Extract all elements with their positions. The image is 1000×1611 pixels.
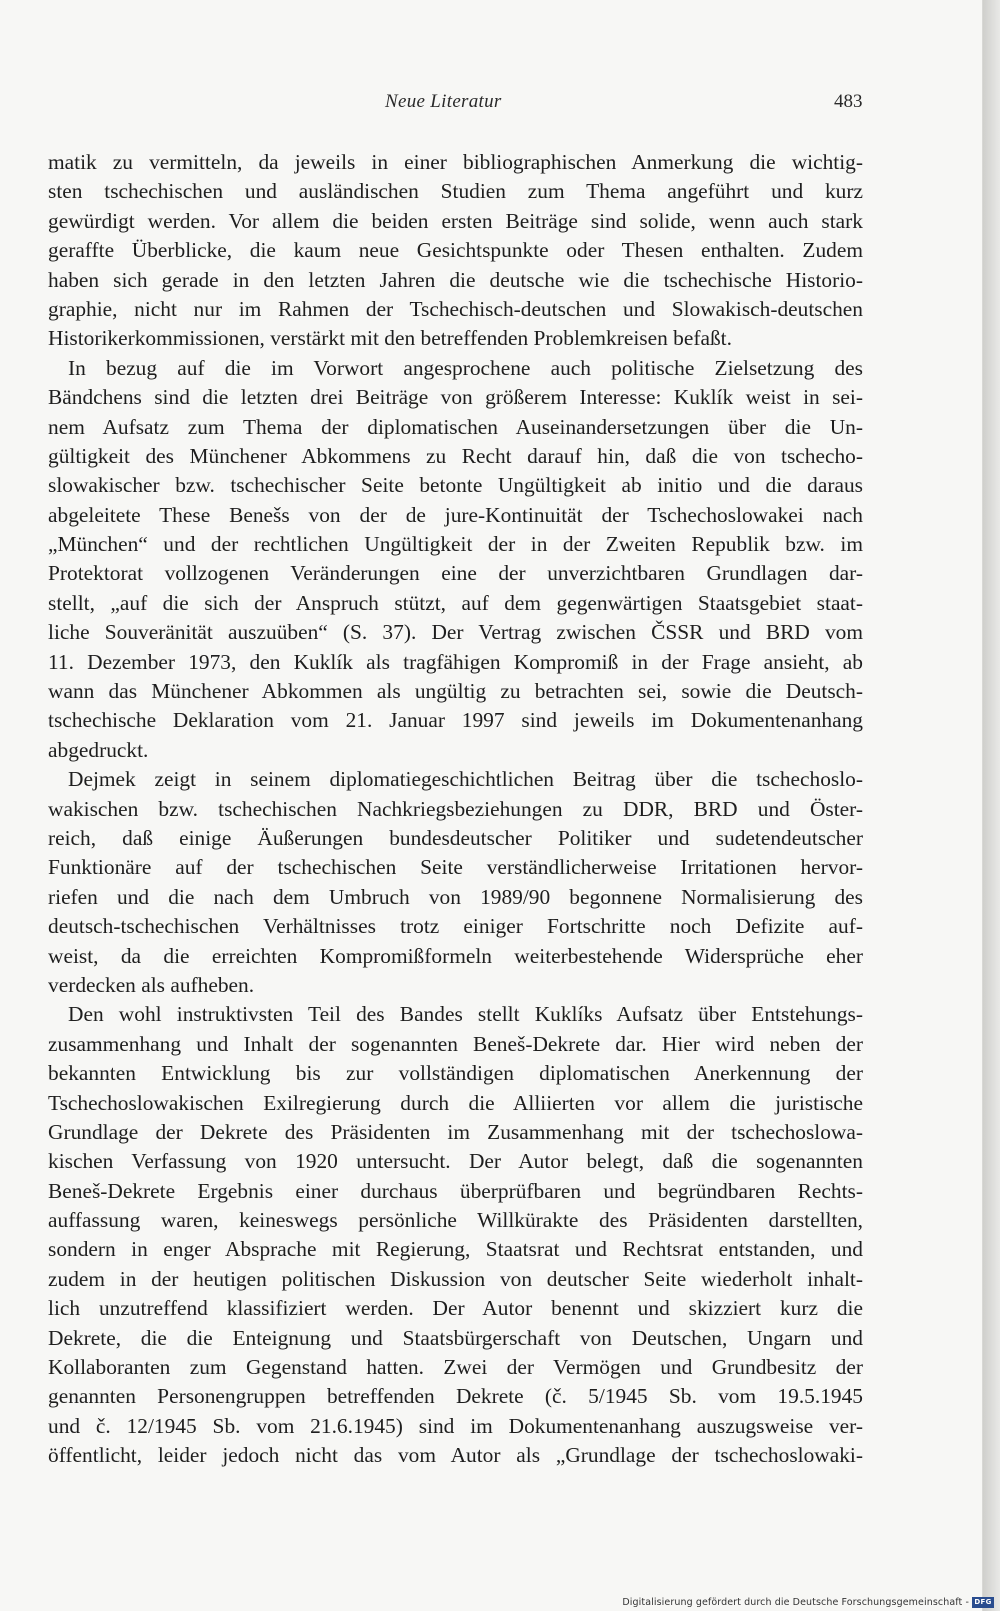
text-line: Historikerkommissionen, verstärkt mit den betreffenden Problemkreisen befaßt. [48,326,732,351]
body-text [48,148,863,1471]
text-line: genannten Personengruppen betreffenden Dekrete (č. 5/1945 Sb. vom 19.5.1945 [48,1384,863,1409]
digitization-note: Digitalisierung gefördert durch die Deutsche Forschungsgemeinschaft - [622,1596,969,1608]
text-line: matik zu vermitteln, da jeweils in einer bibliographischen Anmerkung die wichtig- [48,150,863,174]
text-line: bekannten Entwicklung bis zur vollständigen diplomatischen Anerkennung der [48,1061,863,1086]
text-line: slowakischer bzw. tschechischer Seite betonte Ungültigkeit ab initio und die daraus [48,473,863,498]
text-line: gewürdigt werden. Vor allem die beiden ersten Beiträge sind solide, wenn auch stark [48,208,863,233]
text-line: Beneš-Dekrete Ergebnis einer durchaus überprüfbaren und begründbaren Rechts- [48,1178,863,1203]
text-line: Grundlage der Dekrete des Präsidenten im Zusammenhang mit der tschechoslowa- [48,1119,863,1144]
text-line: gültigkeit des Münchener Abkommens zu Recht darauf hin, daß die von tschecho- [48,443,863,468]
scan-edge [983,0,1000,1611]
text-line: zusammenhang und Inhalt der sogenannten Beneš-Dekrete dar. Hier wird neben der [48,1031,863,1056]
text-line: zudem in der heutigen politischen Diskussion von deutscher Seite wiederholt inhalt- [48,1266,863,1291]
dfg-logo-icon: DFG [972,1597,994,1608]
text-line: und č. 12/1945 Sb. vom 21.6.1945) sind im Dokumentenanhang auszugsweise ver- [48,1413,863,1438]
text-line: deutsch-tschechischen Verhältnisses trotz einiger Fortschritte noch Defizite auf- [48,914,863,939]
text-line: Bändchens sind die letzten drei Beiträge von größerem Interesse: Kuklík weist in sei- [48,385,863,410]
text-line: geraffte Überblicke, die kaum neue Gesichtspunkte oder Thesen enthalten. Zudem [48,238,863,263]
footer [622,1595,994,1609]
text-line: Dejmek zeigt in seinem diplomatiegeschichtlichen Beitrag über die tschechoslo- [68,767,863,792]
text-line: reich, daß einige Äußerungen bundesdeutscher Politiker und sudetendeutscher [48,825,863,850]
text-line: Dekrete, die die Enteignung und Staatsbürgerschaft von Deutschen, Ungarn und [48,1325,863,1350]
text-line: Protektorat vollzogenen Veränderungen eine der unverzichtbaren Grundlagen dar- [48,561,863,586]
text-line: öffentlicht, leider jedoch nicht das vom Autor als „Grundlage der tschechoslowaki- [48,1443,863,1468]
text-line: wakischen bzw. tschechischen Nachkriegsbeziehungen zu DDR, BRD und Öster- [48,796,863,821]
text-line: auffassung waren, keineswegs persönliche Willkürakte des Präsidenten darstellten, [48,1208,863,1233]
text-line: liche Souveränität auszuüben“ (S. 37). Der Vertrag zwischen ČSSR und BRD vom [48,620,863,645]
text-line: abgeleitete These Benešs von der de jure-Kontinuität der Tschechoslowakei nach [48,502,863,527]
text-line: sten tschechischen und ausländischen Studien zum Thema angeführt und kurz [48,179,863,204]
text-line: Kollaboranten zum Gegenstand hatten. Zwei der Vermögen und Grundbesitz der [48,1355,863,1380]
text-line: abgedruckt. [48,737,149,762]
text-line: „München“ und der rechtlichen Ungültigkeit der in der Zweiten Republik bzw. im [48,532,863,557]
text-line: riefen und die nach dem Umbruch von 1989/90 begonnene Normalisierung des [48,884,863,909]
text-line: graphie, nicht nur im Rahmen der Tschechisch-deutschen und Slowakisch-deutschen [48,296,863,321]
text-line: tschechische Deklaration vom 21. Januar 1997 sind jeweils im Dokumentenanhang [48,708,863,733]
text-line: In bezug auf die im Vorwort angesprochene auch politische Zielsetzung des [68,355,863,380]
text-line: verdecken als aufheben. [48,972,255,997]
text-line: 11. Dezember 1973, den Kuklík als tragfähigen Kompromiß in der Frage ansieht, ab [48,649,863,674]
text-line: Den wohl instruktivsten Teil des Bandes stellt Kuklíks Aufsatz über Entstehungs- [68,1002,863,1027]
page-number: 483 [834,91,863,112]
text-line: sondern in enger Absprache mit Regierung, Staatsrat und Rechtsrat entstanden, und [48,1237,863,1262]
text-line: nem Aufsatz zum Thema der diplomatischen Auseinandersetzungen über die Un- [48,414,863,439]
running-title: Neue Literatur [385,91,502,112]
text-line: Funktionäre auf der tschechischen Seite verständlicherweise Irritationen hervor- [48,855,863,880]
running-head [0,91,983,117]
text-line: kischen Verfassung von 1920 untersucht. Der Autor belegt, daß die sogenannten [48,1149,863,1174]
text-line: stellt, „auf die sich der Anspruch stützt, auf dem gegenwärtigen Staatsgebiet staat- [48,590,863,615]
text-line: wann das Münchener Abkommen als ungültig zu betrachten sei, sowie die Deutsch- [48,679,863,704]
text-line: haben sich gerade in den letzten Jahren die deutsche wie die tschechische Historio- [48,267,863,292]
text-line: lich unzutreffend klassifiziert werden. Der Autor benennt und skizziert kurz die [48,1296,863,1321]
text-line: Tschechoslowakischen Exilregierung durch die Alliierten vor allem die juristische [48,1090,863,1115]
text-line: weist, da die erreichten Kompromißformeln weiterbestehende Widersprüche eher [48,943,863,968]
